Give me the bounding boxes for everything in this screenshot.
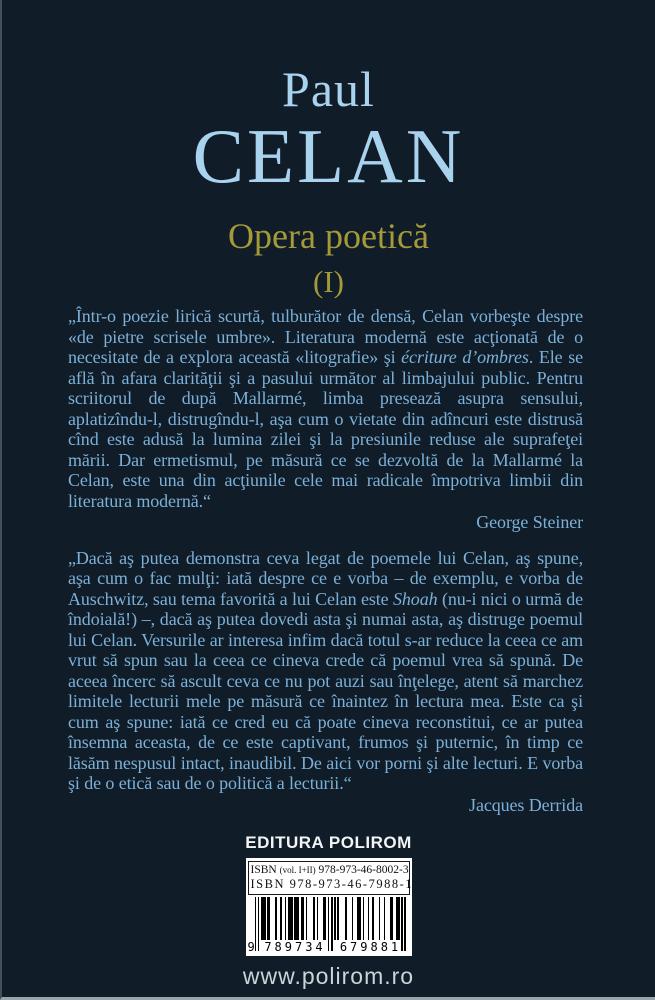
- website-url: www.polirom.ro: [242, 963, 415, 989]
- barcode-label: [246, 858, 412, 956]
- isbn-label: ISBN: [250, 877, 285, 891]
- title-block: [2, 0, 655, 297]
- barcode-digit-group-right: 679881: [339, 940, 402, 954]
- author-last-name: CELAN: [192, 113, 465, 199]
- quote-text-segment: „Dacă aş putea demonstra ceva legat de poemele lui Celan, aş spune, aşa cum o fac mulţi: iată despre ce e vorba – de exemplu, e vorba de Auschwitz, sau tema favorită a lui Celan este: [68, 547, 583, 609]
- publisher-block: [2, 833, 655, 990]
- book-title: Opera poetică: [228, 216, 429, 256]
- attribution-derrida: Jacques Derrida: [469, 794, 583, 815]
- author-first-name: Paul: [282, 61, 375, 117]
- quote-derrida: [68, 548, 583, 794]
- quote-steiner: [68, 306, 583, 511]
- isbn-number: 978-973-46-8002-3: [318, 864, 409, 876]
- isbn-number: 978-973-46-7988-1: [289, 877, 414, 891]
- isbn-line-1: [251, 863, 407, 877]
- attribution-steiner: George Steiner: [476, 512, 583, 532]
- barcode: [248, 897, 410, 954]
- publisher-name: EDITURA POLIROM: [245, 833, 412, 852]
- isbn-vol-note: (vol. I+II): [279, 865, 316, 875]
- quote-text-segment: „Într-o poezie lirică scurtă, tulburător de densă, Celan vorbeşte despre «de pietre scrisele umbre». Literatura modernă este acţionată de o necesitate de a explora această «litografie» şi: [68, 306, 583, 367]
- volume-number: (I): [313, 264, 344, 299]
- barcode-digit-lead: 9: [247, 940, 255, 954]
- quote-text-segment: (nu-i nici o urmă de îndoială!) –, dacă aş putea dovedi asta şi numai asta, aş distruge poemul lui Celan. Versurile ar interesa infim dacă totul s-ar reduce la ceea ce am vrut să spun sau la ceea ce cineva crede că poemul vrea să spună. De aceea încerc să ascult ceva ce nu pot auzi sau înţelege, atent să marchez limitele lecturii mele pe măsură ce înaintez în lectura mea. Este ca şi cum aş spune: iată ce cred eu că poate cineva reconstitui, ce ar putea însemna aceasta, de ce este captivant, frumos şi puternic, în timp ce lăsăm nespusul intact, inaudibil. De aici vor porni şi alte lecturi. E vorba şi de o etică sau de o politică a lecturii.“: [68, 588, 583, 793]
- quote-italic-segment: écriture d’ombres: [401, 347, 529, 367]
- isbn-line-2: [250, 877, 414, 892]
- isbn-box: [248, 861, 414, 895]
- quote-text-segment: . Ele se află în afara clarităţii şi a pasului următor al limbajului public. Pentru scriitorul de după Mallarmé, limba presează asupra sensului, aplatizîndu-l, distrugîndu-l, aşa cum o vietate din adîncuri este distrusă cînd este adusă la lumina zilei şi la presiunile reduse ale suprafeţei mării. Dar ermetismul, pe măsură ce se dezvoltă de la Mallarmé la Celan, este una din acţiunile cele mai radicale împotriva limbii din literatura modernă.“: [68, 347, 583, 511]
- barcode-digit-group-left: 789734: [264, 940, 326, 954]
- isbn-label: ISBN: [250, 864, 277, 876]
- quote-italic-segment: Shoah: [393, 588, 438, 609]
- review-quotes: [68, 306, 583, 815]
